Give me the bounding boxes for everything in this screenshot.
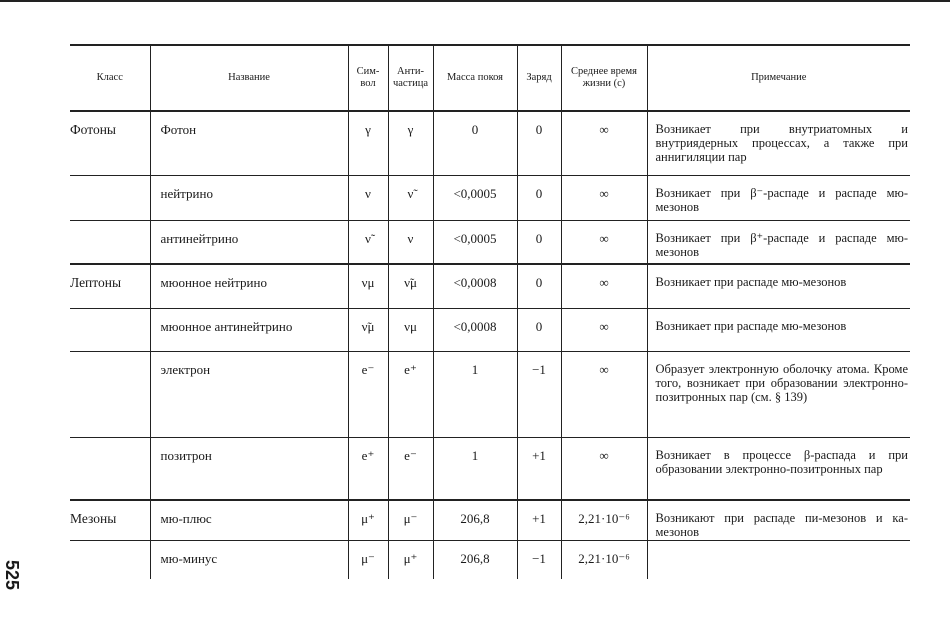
header-row bbox=[70, 45, 910, 111]
cell-note: Возникает в процессе β-распада и при образовании электронно-позитронных пар bbox=[647, 437, 910, 500]
cell-symbol: e⁻ bbox=[348, 351, 388, 437]
cell-symbol: ν̃μ bbox=[348, 308, 388, 351]
cell-note bbox=[647, 541, 910, 579]
cell-symbol: e⁺ bbox=[348, 437, 388, 500]
table-row bbox=[70, 220, 910, 264]
header-rest-mass: Масса покоя bbox=[433, 45, 517, 111]
cell-mass: 0 bbox=[433, 111, 517, 175]
cell-name: мюонное антинейтрино bbox=[150, 308, 348, 351]
cell-name: мю-минус bbox=[150, 541, 348, 579]
header-symbol: Сим- вол bbox=[348, 45, 388, 111]
cell-charge: 0 bbox=[517, 111, 561, 175]
cell-note: Возникает при внутриатомных и внутриядерных процессах, а также при аннигиляции пар bbox=[647, 111, 910, 175]
cell-name: мю-плюс bbox=[150, 500, 348, 541]
cell-charge: −1 bbox=[517, 351, 561, 437]
cell-note: Возникает при β⁺-распаде и распаде мю-мезонов bbox=[647, 220, 910, 264]
cell-charge: +1 bbox=[517, 437, 561, 500]
header-antiparticle: Анти- частица bbox=[388, 45, 433, 111]
cell-antiparticle: ν̃ bbox=[388, 175, 433, 220]
cell-charge: 0 bbox=[517, 175, 561, 220]
cell-charge: −1 bbox=[517, 541, 561, 579]
cell-mass: <0,0008 bbox=[433, 264, 517, 308]
cell-note: Образует электронную оболочку атома. Кроме того, возникает при образовании электронно-позитронных пар (см. § 139) bbox=[647, 351, 910, 437]
cell-antiparticle: νμ bbox=[388, 308, 433, 351]
table-row bbox=[70, 351, 910, 437]
cell-symbol: μ⁻ bbox=[348, 541, 388, 579]
cell-charge: 0 bbox=[517, 264, 561, 308]
table-row bbox=[70, 500, 910, 541]
cell-charge: 0 bbox=[517, 308, 561, 351]
particles-table bbox=[70, 44, 910, 579]
cell-symbol: ν̃ bbox=[348, 220, 388, 264]
header-note: Примечание bbox=[647, 45, 910, 111]
cell-mass: <0,0008 bbox=[433, 308, 517, 351]
cell-antiparticle: e⁺ bbox=[388, 351, 433, 437]
header-charge: Заряд bbox=[517, 45, 561, 111]
cell-note: Возникает при распаде мю-мезонов bbox=[647, 264, 910, 308]
cell-antiparticle: γ bbox=[388, 111, 433, 175]
table-row bbox=[70, 175, 910, 220]
cell-lifetime: ∞ bbox=[561, 308, 647, 351]
cell-charge: +1 bbox=[517, 500, 561, 541]
cell-mass: 1 bbox=[433, 437, 517, 500]
header-name: Название bbox=[150, 45, 348, 111]
cell-class bbox=[70, 541, 150, 579]
table-row bbox=[70, 111, 910, 175]
top-rule bbox=[0, 0, 950, 2]
cell-antiparticle: μ⁻ bbox=[388, 500, 433, 541]
cell-lifetime: ∞ bbox=[561, 111, 647, 175]
cell-name: мюонное нейтрино bbox=[150, 264, 348, 308]
cell-lifetime: ∞ bbox=[561, 264, 647, 308]
cell-symbol: ν bbox=[348, 175, 388, 220]
cell-class: Мезоны bbox=[70, 500, 150, 541]
page-number: 525 bbox=[2, 560, 22, 591]
cell-class: Лептоны bbox=[70, 264, 150, 308]
header-lifetime: Среднее время жизни (с) bbox=[561, 45, 647, 111]
cell-note: Возникают при распаде пи-мезонов и ка-мезонов bbox=[647, 500, 910, 541]
cell-class bbox=[70, 437, 150, 500]
cell-antiparticle: μ⁺ bbox=[388, 541, 433, 579]
cell-symbol: μ⁺ bbox=[348, 500, 388, 541]
cell-name: нейтрино bbox=[150, 175, 348, 220]
cell-class bbox=[70, 308, 150, 351]
cell-lifetime: ∞ bbox=[561, 351, 647, 437]
cell-lifetime: ∞ bbox=[561, 437, 647, 500]
cell-antiparticle: ν̃μ bbox=[388, 264, 433, 308]
cell-name: электрон bbox=[150, 351, 348, 437]
cell-mass: 206,8 bbox=[433, 541, 517, 579]
table-row bbox=[70, 308, 910, 351]
header-class: Класс bbox=[96, 72, 123, 83]
cell-note: Возникает при распаде мю-мезонов bbox=[647, 308, 910, 351]
cell-lifetime: 2,21·10⁻⁶ bbox=[561, 500, 647, 541]
table-row bbox=[70, 437, 910, 500]
cell-class bbox=[70, 351, 150, 437]
cell-mass: <0,0005 bbox=[433, 175, 517, 220]
cell-name: позитрон bbox=[150, 437, 348, 500]
cell-name: Фотон bbox=[150, 111, 348, 175]
cell-antiparticle: e⁻ bbox=[388, 437, 433, 500]
cell-class bbox=[70, 175, 150, 220]
cell-mass: <0,0005 bbox=[433, 220, 517, 264]
cell-lifetime: ∞ bbox=[561, 220, 647, 264]
cell-class bbox=[70, 220, 150, 264]
cell-antiparticle: ν bbox=[388, 220, 433, 264]
cell-class: Фотоны bbox=[70, 122, 117, 137]
table-row bbox=[70, 541, 910, 579]
cell-charge: 0 bbox=[517, 220, 561, 264]
cell-symbol: γ bbox=[348, 111, 388, 175]
cell-name: антинейтрино bbox=[150, 220, 348, 264]
cell-lifetime: ∞ bbox=[561, 175, 647, 220]
table-row bbox=[70, 264, 910, 308]
cell-mass: 1 bbox=[433, 351, 517, 437]
cell-mass: 206,8 bbox=[433, 500, 517, 541]
cell-symbol: νμ bbox=[348, 264, 388, 308]
cell-note: Возникает при β⁻-распаде и распаде мю-мезонов bbox=[647, 175, 910, 220]
cell-lifetime: 2,21·10⁻⁶ bbox=[561, 541, 647, 579]
